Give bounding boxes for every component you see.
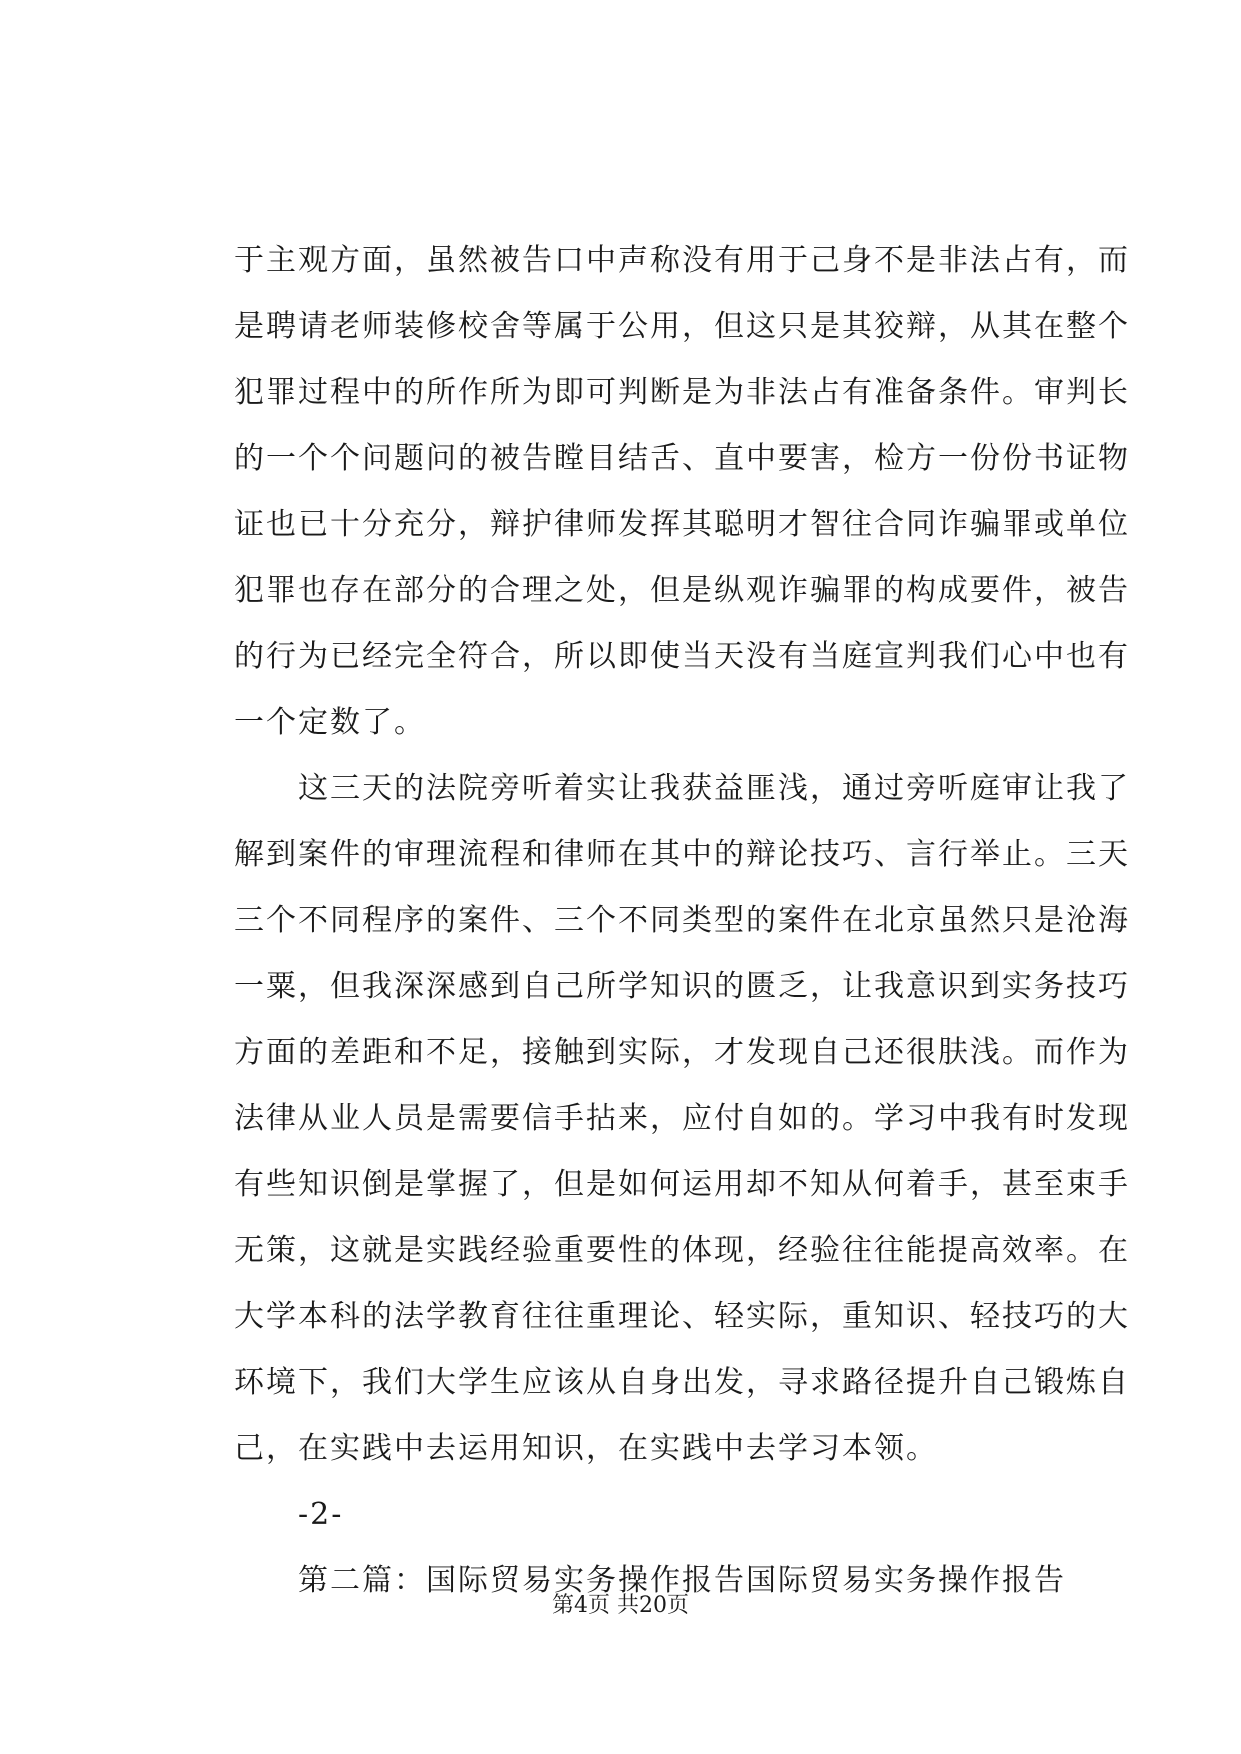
text-line: 于主观方面，虽然被告口中声称没有用于己身不是非法占有，而 — [234, 243, 1130, 278]
text-line: 犯罪过程中的所作所为即可判断是为非法占有准备条件。审判长 — [234, 375, 1130, 410]
text-line: 的行为已经完全符合，所以即使当天没有当庭宣判我们心中也有 — [234, 639, 1130, 674]
text-line: 是聘请老师装修校舍等属于公用，但这只是其狡辩，从其在整个 — [234, 309, 1130, 344]
text-line: 证也已十分充分，辩护律师发挥其聪明才智往合同诈骗罪或单位 — [234, 507, 1130, 542]
text-line: 的一个个问题问的被告瞠目结舌、直中要害，检方一份份书证物 — [234, 441, 1130, 476]
body-text — [234, 228, 1130, 1614]
text-line: 方面的差距和不足，接触到实际，才发现自己还很肤浅。而作为 — [234, 1035, 1130, 1070]
text-line: 一个定数了。 — [234, 705, 426, 740]
text-line: 犯罪也存在部分的合理之处，但是纵观诈骗罪的构成要件，被告 — [234, 573, 1130, 608]
text-line: 环境下，我们大学生应该从自身出发，寻求路径提升自己锻炼自 — [234, 1365, 1130, 1400]
page-marker: -2- — [234, 1497, 344, 1532]
text-line: 大学本科的法学教育往往重理论、轻实际，重知识、轻技巧的大 — [234, 1299, 1130, 1334]
section-heading: 第二篇：国际贸易实务操作报告国际贸易实务操作报告 — [234, 1563, 1066, 1598]
text-line: 解到案件的审理流程和律师在其中的辩论技巧、言行举止。三天 — [234, 837, 1130, 872]
page-footer: 第4页 共20页 — [552, 1593, 689, 1618]
text-line: 三个不同程序的案件、三个不同类型的案件在北京虽然只是沧海 — [234, 903, 1130, 938]
text-line: 法律从业人员是需要信手拈来，应付自如的。学习中我有时发现 — [234, 1101, 1130, 1136]
text-line: 有些知识倒是掌握了，但是如何运用却不知从何着手，甚至束手 — [234, 1167, 1130, 1202]
text-line: 无策，这就是实践经验重要性的体现，经验往往能提高效率。在 — [234, 1233, 1130, 1268]
text-line: 这三天的法院旁听着实让我获益匪浅，通过旁听庭审让我了 — [234, 771, 1130, 806]
text-line: 一粟，但我深深感到自己所学知识的匮乏，让我意识到实务技巧 — [234, 969, 1130, 1004]
text-line: 己，在实践中去运用知识，在实践中去学习本领。 — [234, 1431, 938, 1466]
